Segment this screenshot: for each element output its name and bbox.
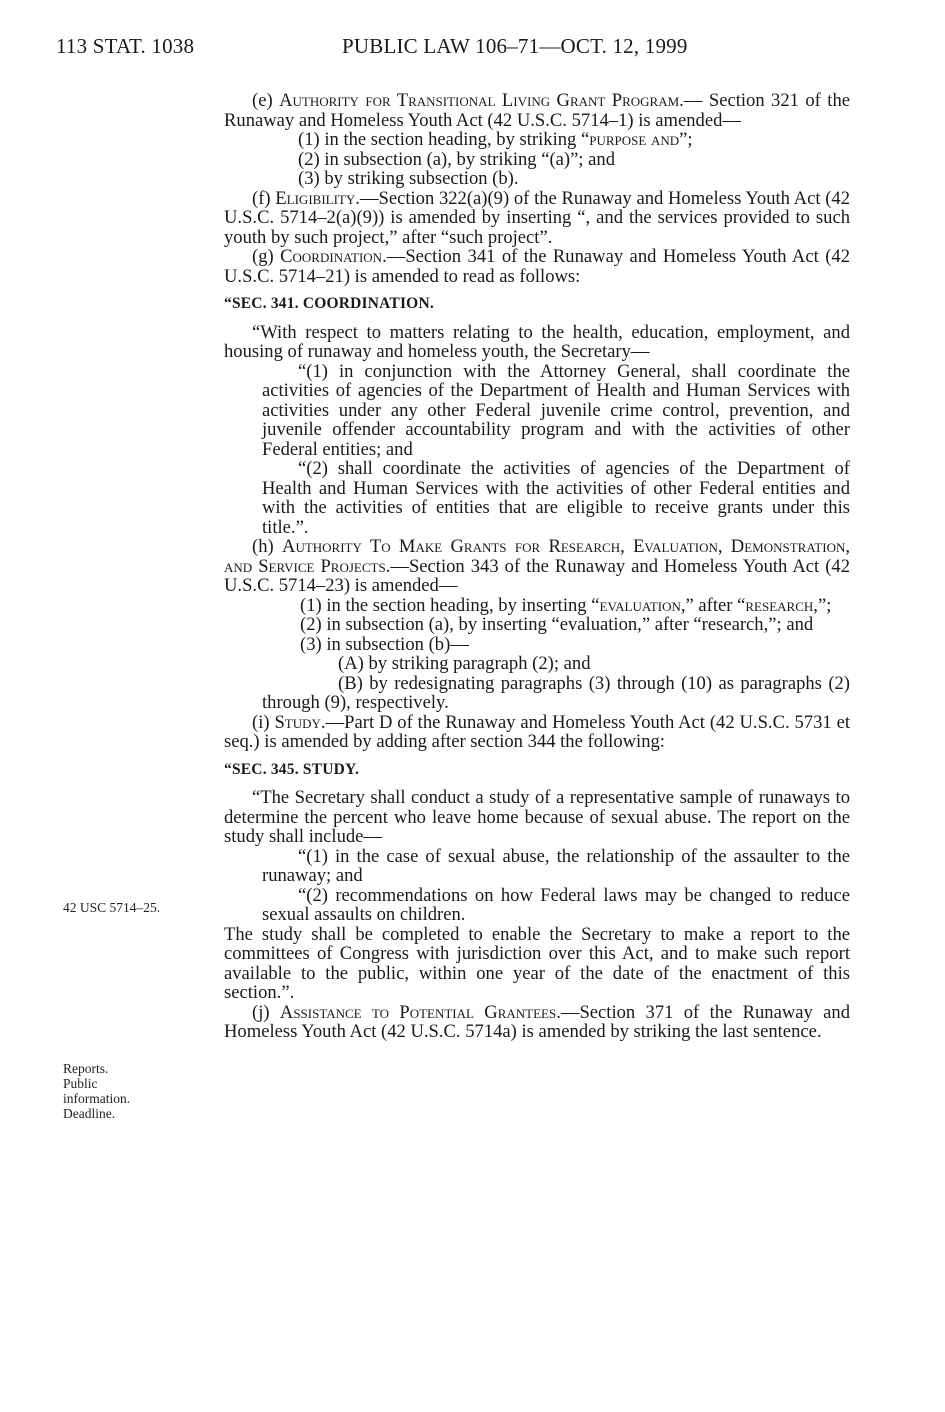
section-345-para-2: “(2) recommendations on how Federal laws may be changed to reduce sexual assaults on children.	[262, 884, 850, 925]
page-header	[56, 34, 856, 64]
list-item: (B) by redesignating paragraphs (3) through (10) as paragraphs (2) through (9), respectively.	[262, 672, 850, 713]
public-law-title: PUBLIC LAW 106–71—OCT. 12, 1999	[342, 34, 688, 58]
list-item: (1) in the section heading, by striking “purpose and”;	[298, 129, 693, 150]
margin-note-line: Deadline.	[63, 1106, 116, 1121]
section-341-heading: “SEC. 341. COORDINATION.	[224, 295, 434, 312]
section-341-intro: “With respect to matters relating to the health, education, employment, and housing of runaway and homeless youth, the Secretary—	[224, 321, 850, 362]
margin-note-usc: 42 USC 5714–25.	[63, 900, 161, 915]
margin-note-line: information.	[63, 1091, 131, 1106]
list-item: (3) by striking subsection (b).	[298, 168, 519, 189]
section-341-para-2: “(2) shall coordinate the activities of agencies of the Department of Health and Human Services with the activities of other Federal entities and with the activities of entities that are eligible to receive grants under this title.”.	[262, 458, 850, 538]
list-item: (3) in subsection (b)—	[300, 633, 469, 655]
subsection-caption: Assistance to Potential Grantees.	[279, 1001, 561, 1023]
subsection-h: (h) Authority To Make Grants for Research, Evaluation, Demonstration, and Service Projects.—Section 343 of the Runaway and Homeless Youth Act (42 U.S.C. 5714–23) is amended—	[224, 536, 850, 596]
margin-note-line: Reports.	[63, 1061, 109, 1076]
subsection-caption: Coordination.	[280, 246, 387, 267]
list-item: (A) by striking paragraph (2); and	[338, 653, 591, 674]
section-345-closing: The study shall be completed to enable the Secretary to make a report to the committees of Congress with jurisdiction over this Act, and to make such report available to the public, within one year of the date of the enactment of this section.”.	[224, 923, 850, 1003]
subsection-caption: Study.	[274, 711, 326, 733]
document-body	[224, 91, 850, 1042]
section-345-intro: “The Secretary shall conduct a study of a representative sample of runaways to determine the percent who leave home because of sexual abuse. The report on the study shall include—	[224, 787, 850, 847]
section-341-para-1: “(1) in conjunction with the Attorney General, shall coordinate the activities of agencies of the Department of Health and Human Services with activities under any other Federal juvenile crime control, prevention, and juvenile offender accountability program and with the activities of other Federal entities; and	[262, 360, 850, 460]
subsection-i: (i) Study.—Part D of the Runaway and Homeless Youth Act (42 U.S.C. 5731 et seq.) is amended by adding after section 344 the following:	[224, 711, 850, 752]
subsection-j: (j) Assistance to Potential Grantees.—Section 371 of the Runaway and Homeless Youth Act (42 U.S.C. 5714a) is amended by striking the last sentence.	[224, 1001, 850, 1042]
subsection-caption: Authority To Make Grants for Research, Evaluation, Demonstration, and Service Projects.	[224, 536, 850, 577]
margin-note-line: Public	[63, 1076, 98, 1091]
subsection-g: (g) Coordination.—Section 341 of the Runaway and Homeless Youth Act (42 U.S.C. 5714–21) is amended to read as follows:	[224, 246, 850, 287]
margin-note-reports	[63, 1061, 130, 1121]
list-item: (2) in subsection (a), by inserting “evaluation,” after “research,”; and	[300, 614, 814, 635]
subsection-caption: Authority for Transitional Living Grant Program.	[279, 90, 684, 111]
list-item: (2) in subsection (a), by striking “(a)”; and	[298, 148, 616, 170]
subsection-f: (f) Eligibility.—Section 322(a)(9) of the Runaway and Homeless Youth Act (42 U.S.C. 5714–2(a)(9)) is amended by inserting “, and the services provided to such youth by such project,” after “such project”.	[224, 187, 850, 248]
statute-citation: 113 STAT. 1038	[56, 34, 195, 58]
section-345-heading: “SEC. 345. STUDY.	[224, 760, 360, 778]
subsection-caption: Eligibility.	[275, 187, 360, 209]
list-item: (1) in the section heading, by inserting “evaluation,” after “research,”;	[300, 594, 832, 616]
section-345-para-1: “(1) in the case of sexual abuse, the relationship of the assaulter to the runaway; and	[262, 845, 850, 886]
subsection-e: (e) Authority for Transitional Living Grant Program.— Section 321 of the Runaway and Homeless Youth Act (42 U.S.C. 5714–1) is amended—	[224, 90, 850, 131]
